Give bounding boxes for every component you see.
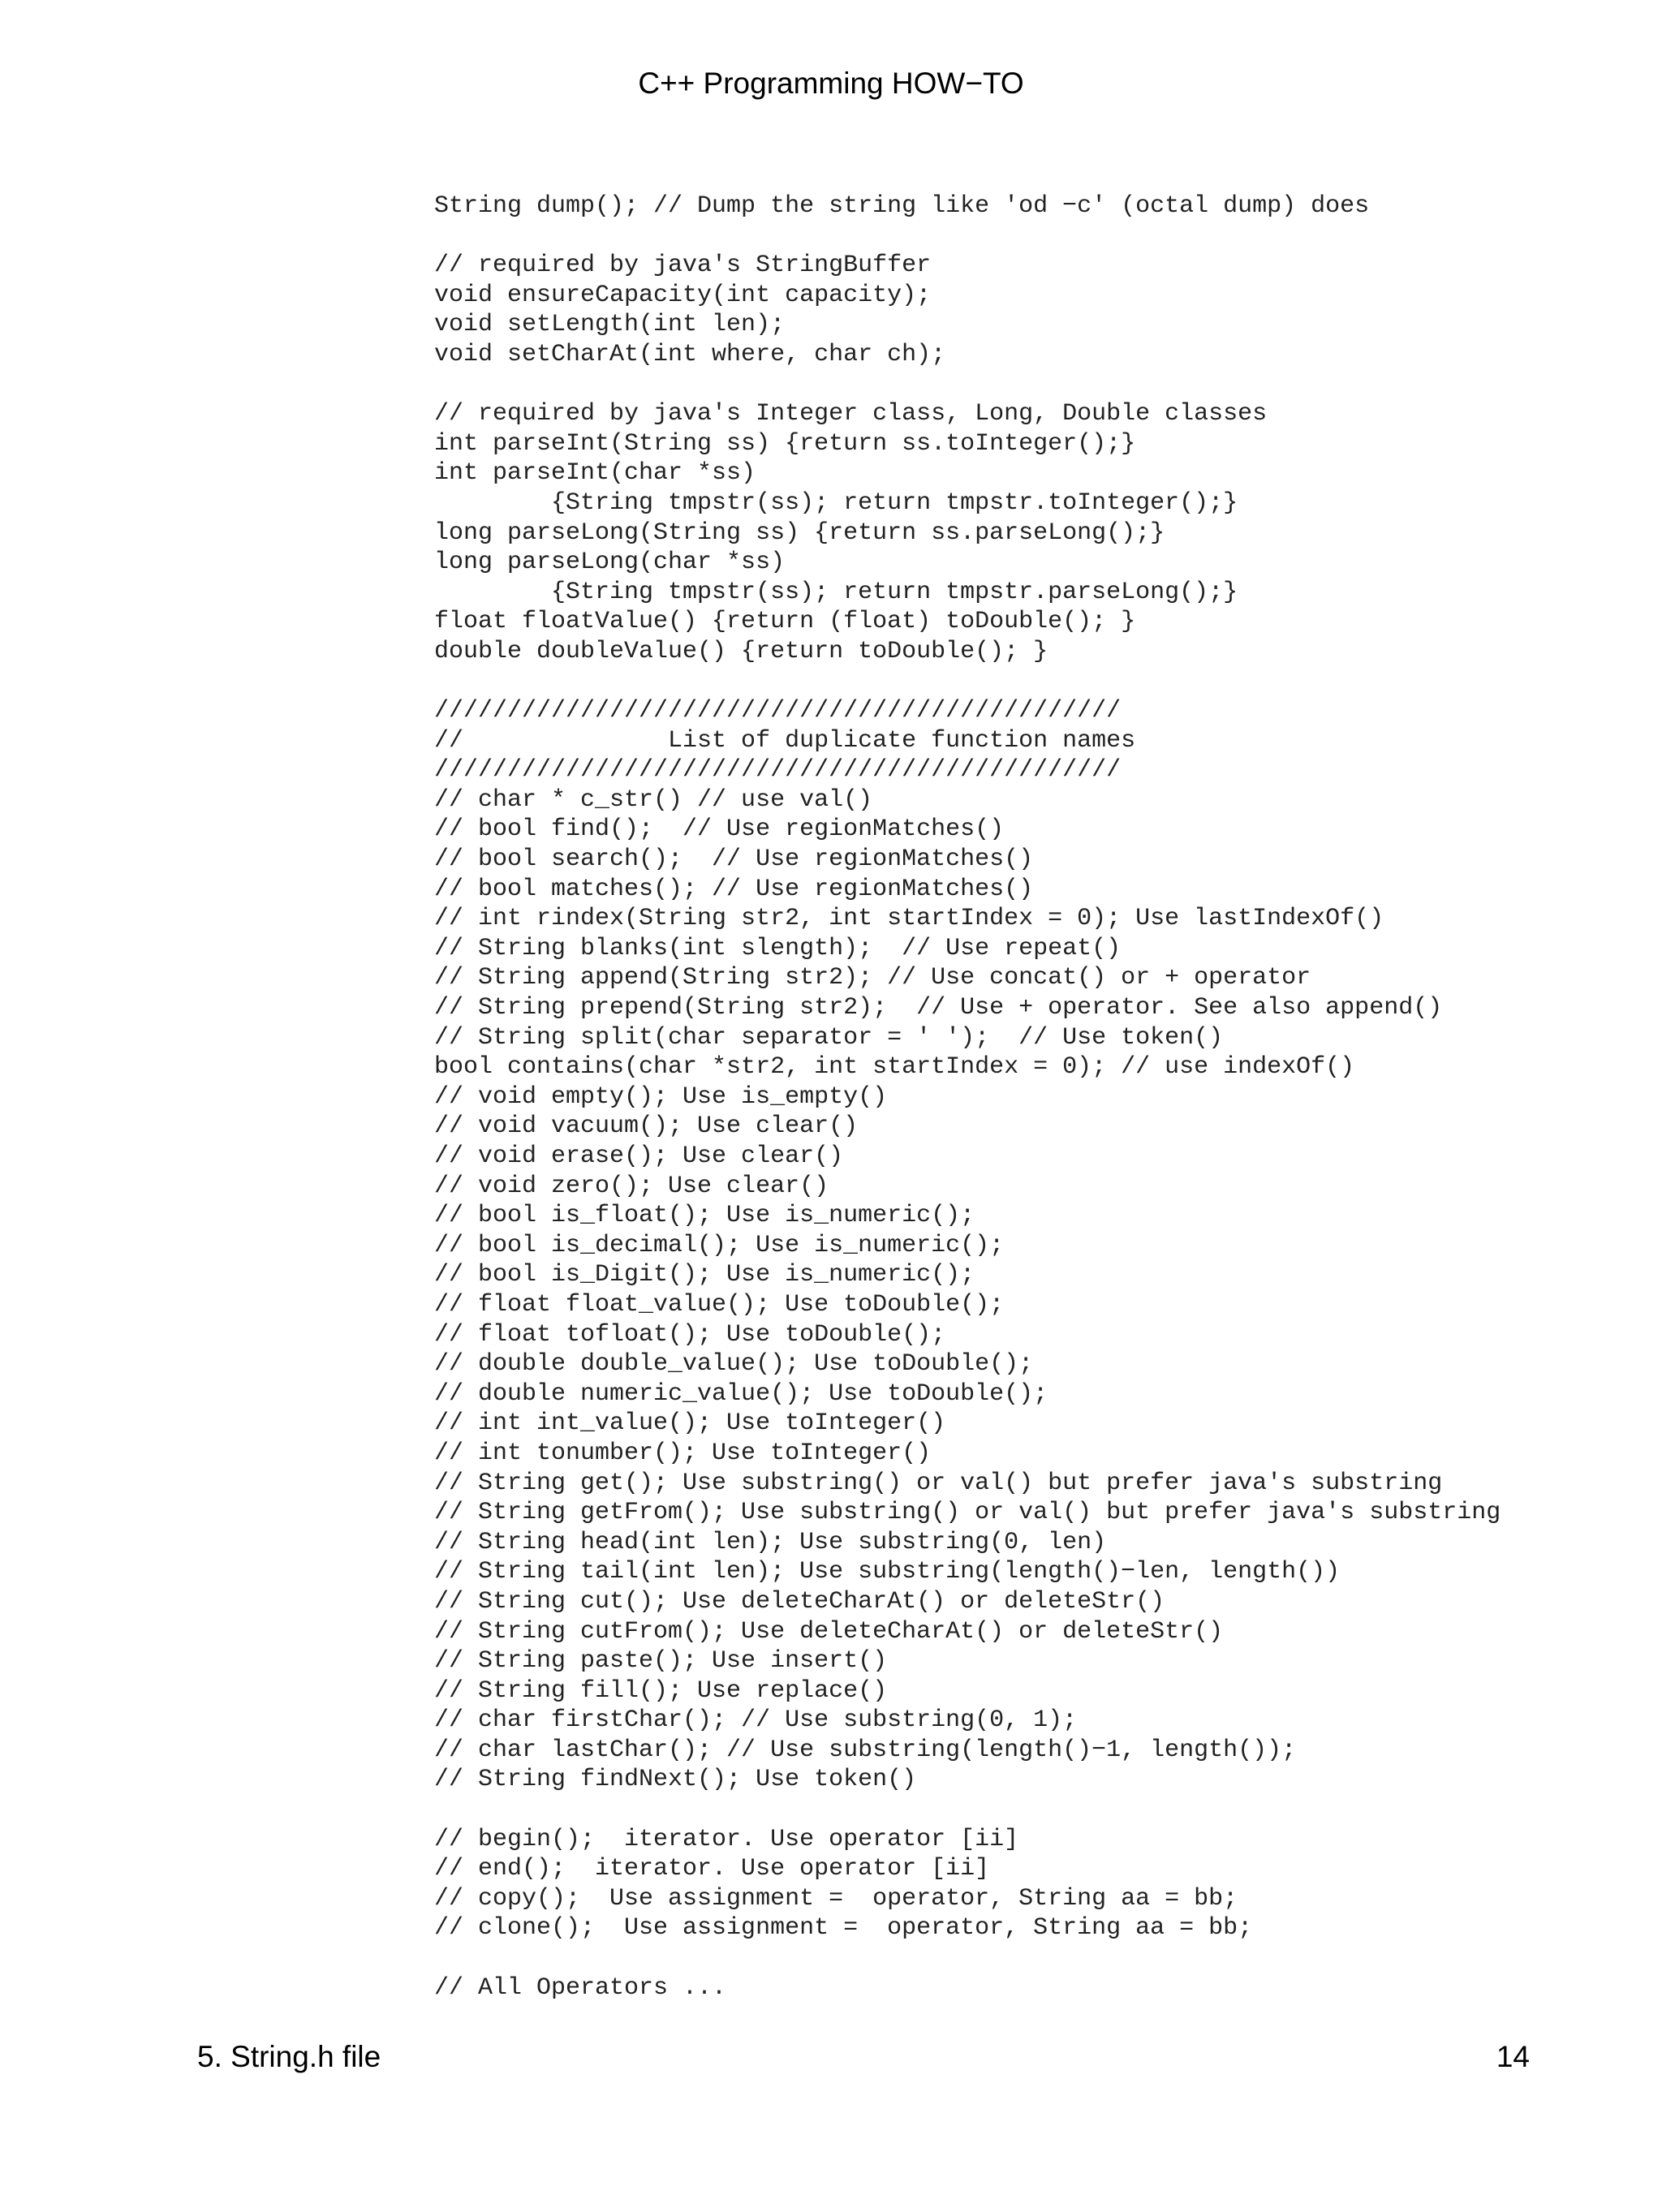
- code-line: // void erase(); Use clear(): [434, 1143, 844, 1170]
- code-line: // String append(String str2); // Use concat() or + operator: [434, 964, 1311, 992]
- code-line: // String cut(); Use deleteCharAt() or deleteStr(): [434, 1587, 1165, 1616]
- code-line: int parseInt(char *ss): [434, 459, 756, 488]
- code-line: ///////////////////////////////////////////////: [434, 697, 1122, 725]
- code-line: // String get(); Use substring() or val() but prefer java's substring: [434, 1469, 1443, 1497]
- code-line: [434, 1795, 1501, 1825]
- code-line: {String tmpstr(ss); return tmpstr.toInteger();}: [434, 488, 1238, 517]
- code-line: String dump(); // Dump the string like 'od −c' (octal dump) does: [434, 192, 1370, 220]
- code-line: // bool is_decimal(); Use is_numeric();: [434, 1231, 1005, 1259]
- code-line: ///////////////////////////////////////////////: [434, 756, 1122, 785]
- code-line: // char * c_str() // use val(): [434, 785, 873, 814]
- code-line: // begin(); iterator. Use operator [ii]: [434, 1825, 1019, 1853]
- footer-section-title: 5. String.h file: [197, 2040, 381, 2073]
- code-line: // String head(int len); Use substring(0, len): [434, 1528, 1107, 1556]
- code-line: // String split(char separator = ' '); // Use token(): [434, 1023, 1224, 1052]
- code-line: [434, 370, 1501, 400]
- code-line: // String cutFrom(); Use deleteCharAt() or deleteStr(): [434, 1617, 1224, 1646]
- code-line: // List of duplicate function names: [434, 726, 1136, 755]
- code-line: // double numeric_value(); Use toDouble();: [434, 1379, 1048, 1408]
- code-line: // int rindex(String str2, int startIndex = 0); Use lastIndexOf(): [434, 905, 1384, 933]
- code-line: // void zero(); Use clear(): [434, 1172, 829, 1200]
- code-line: [434, 1943, 1501, 1973]
- code-line: [434, 667, 1501, 697]
- code-line: // end(); iterator. Use operator [ii]: [434, 1855, 990, 1883]
- code-line: // bool is_Digit(); Use is_numeric();: [434, 1261, 975, 1289]
- code-line: // required by java's StringBuffer: [434, 252, 932, 280]
- code-line: float floatValue() {return (float) toDouble(); }: [434, 608, 1136, 636]
- code-line: // required by java's Integer class, Long, Double classes: [434, 400, 1268, 428]
- code-line: // void vacuum(); Use clear(): [434, 1112, 859, 1141]
- code-line: // copy(); Use assignment = operator, String aa = bb;: [434, 1884, 1238, 1913]
- code-listing: [434, 192, 1501, 2003]
- code-line: {String tmpstr(ss); return tmpstr.parseLong();}: [434, 578, 1238, 606]
- code-line: long parseLong(String ss) {return ss.parseLong();}: [434, 519, 1165, 547]
- code-line: void setLength(int len);: [434, 311, 786, 339]
- code-line: // double double_value(); Use toDouble();: [434, 1350, 1034, 1379]
- code-line: // String getFrom(); Use substring() or val() but prefer java's substring: [434, 1499, 1501, 1527]
- code-line: // String fill(); Use replace(): [434, 1676, 888, 1705]
- code-line: // bool matches(); // Use regionMatches(): [434, 875, 1034, 903]
- code-line: // bool search(); // Use regionMatches(): [434, 846, 1034, 874]
- code-line: void ensureCapacity(int capacity);: [434, 281, 932, 309]
- code-line: [434, 222, 1501, 252]
- code-line: // void empty(); Use is_empty(): [434, 1082, 888, 1111]
- code-line: int parseInt(String ss) {return ss.toInteger();}: [434, 429, 1136, 458]
- code-line: double doubleValue() {return toDouble(); }: [434, 637, 1048, 665]
- footer-page-number: 14: [1496, 2040, 1530, 2073]
- code-line: // String blanks(int slength); // Use repeat(): [434, 934, 1122, 962]
- code-line: // String findNext(); Use token(): [434, 1766, 917, 1794]
- code-line: // bool find(); // Use regionMatches(): [434, 816, 1005, 844]
- code-line: // All Operators ...: [434, 1973, 727, 2002]
- code-line: // String prepend(String str2); // Use + operator. See also append(): [434, 994, 1443, 1022]
- code-line: // char lastChar(); // Use substring(length()−1, length());: [434, 1736, 1297, 1764]
- code-line: // String paste(); Use insert(): [434, 1647, 888, 1676]
- code-line: // bool is_float(); Use is_numeric();: [434, 1202, 975, 1230]
- code-line: // float float_value(); Use toDouble();: [434, 1290, 1005, 1319]
- code-line: // char firstChar(); // Use substring(0, 1);: [434, 1706, 1078, 1735]
- page-title: C++ Programming HOW−TO: [638, 67, 1024, 100]
- code-line: // clone(); Use assignment = operator, String aa = bb;: [434, 1914, 1253, 1943]
- code-line: // int int_value(); Use toInteger(): [434, 1409, 946, 1438]
- code-line: // int tonumber(); Use toInteger(): [434, 1439, 932, 1467]
- code-line: void setCharAt(int where, char ch);: [434, 340, 946, 368]
- code-line: // float tofloat(); Use toDouble();: [434, 1320, 946, 1349]
- code-line: bool contains(char *str2, int startIndex = 0); // use indexOf(): [434, 1053, 1355, 1082]
- code-line: long parseLong(char *ss): [434, 549, 786, 577]
- code-line: // String tail(int len); Use substring(length()−len, length()): [434, 1558, 1341, 1586]
